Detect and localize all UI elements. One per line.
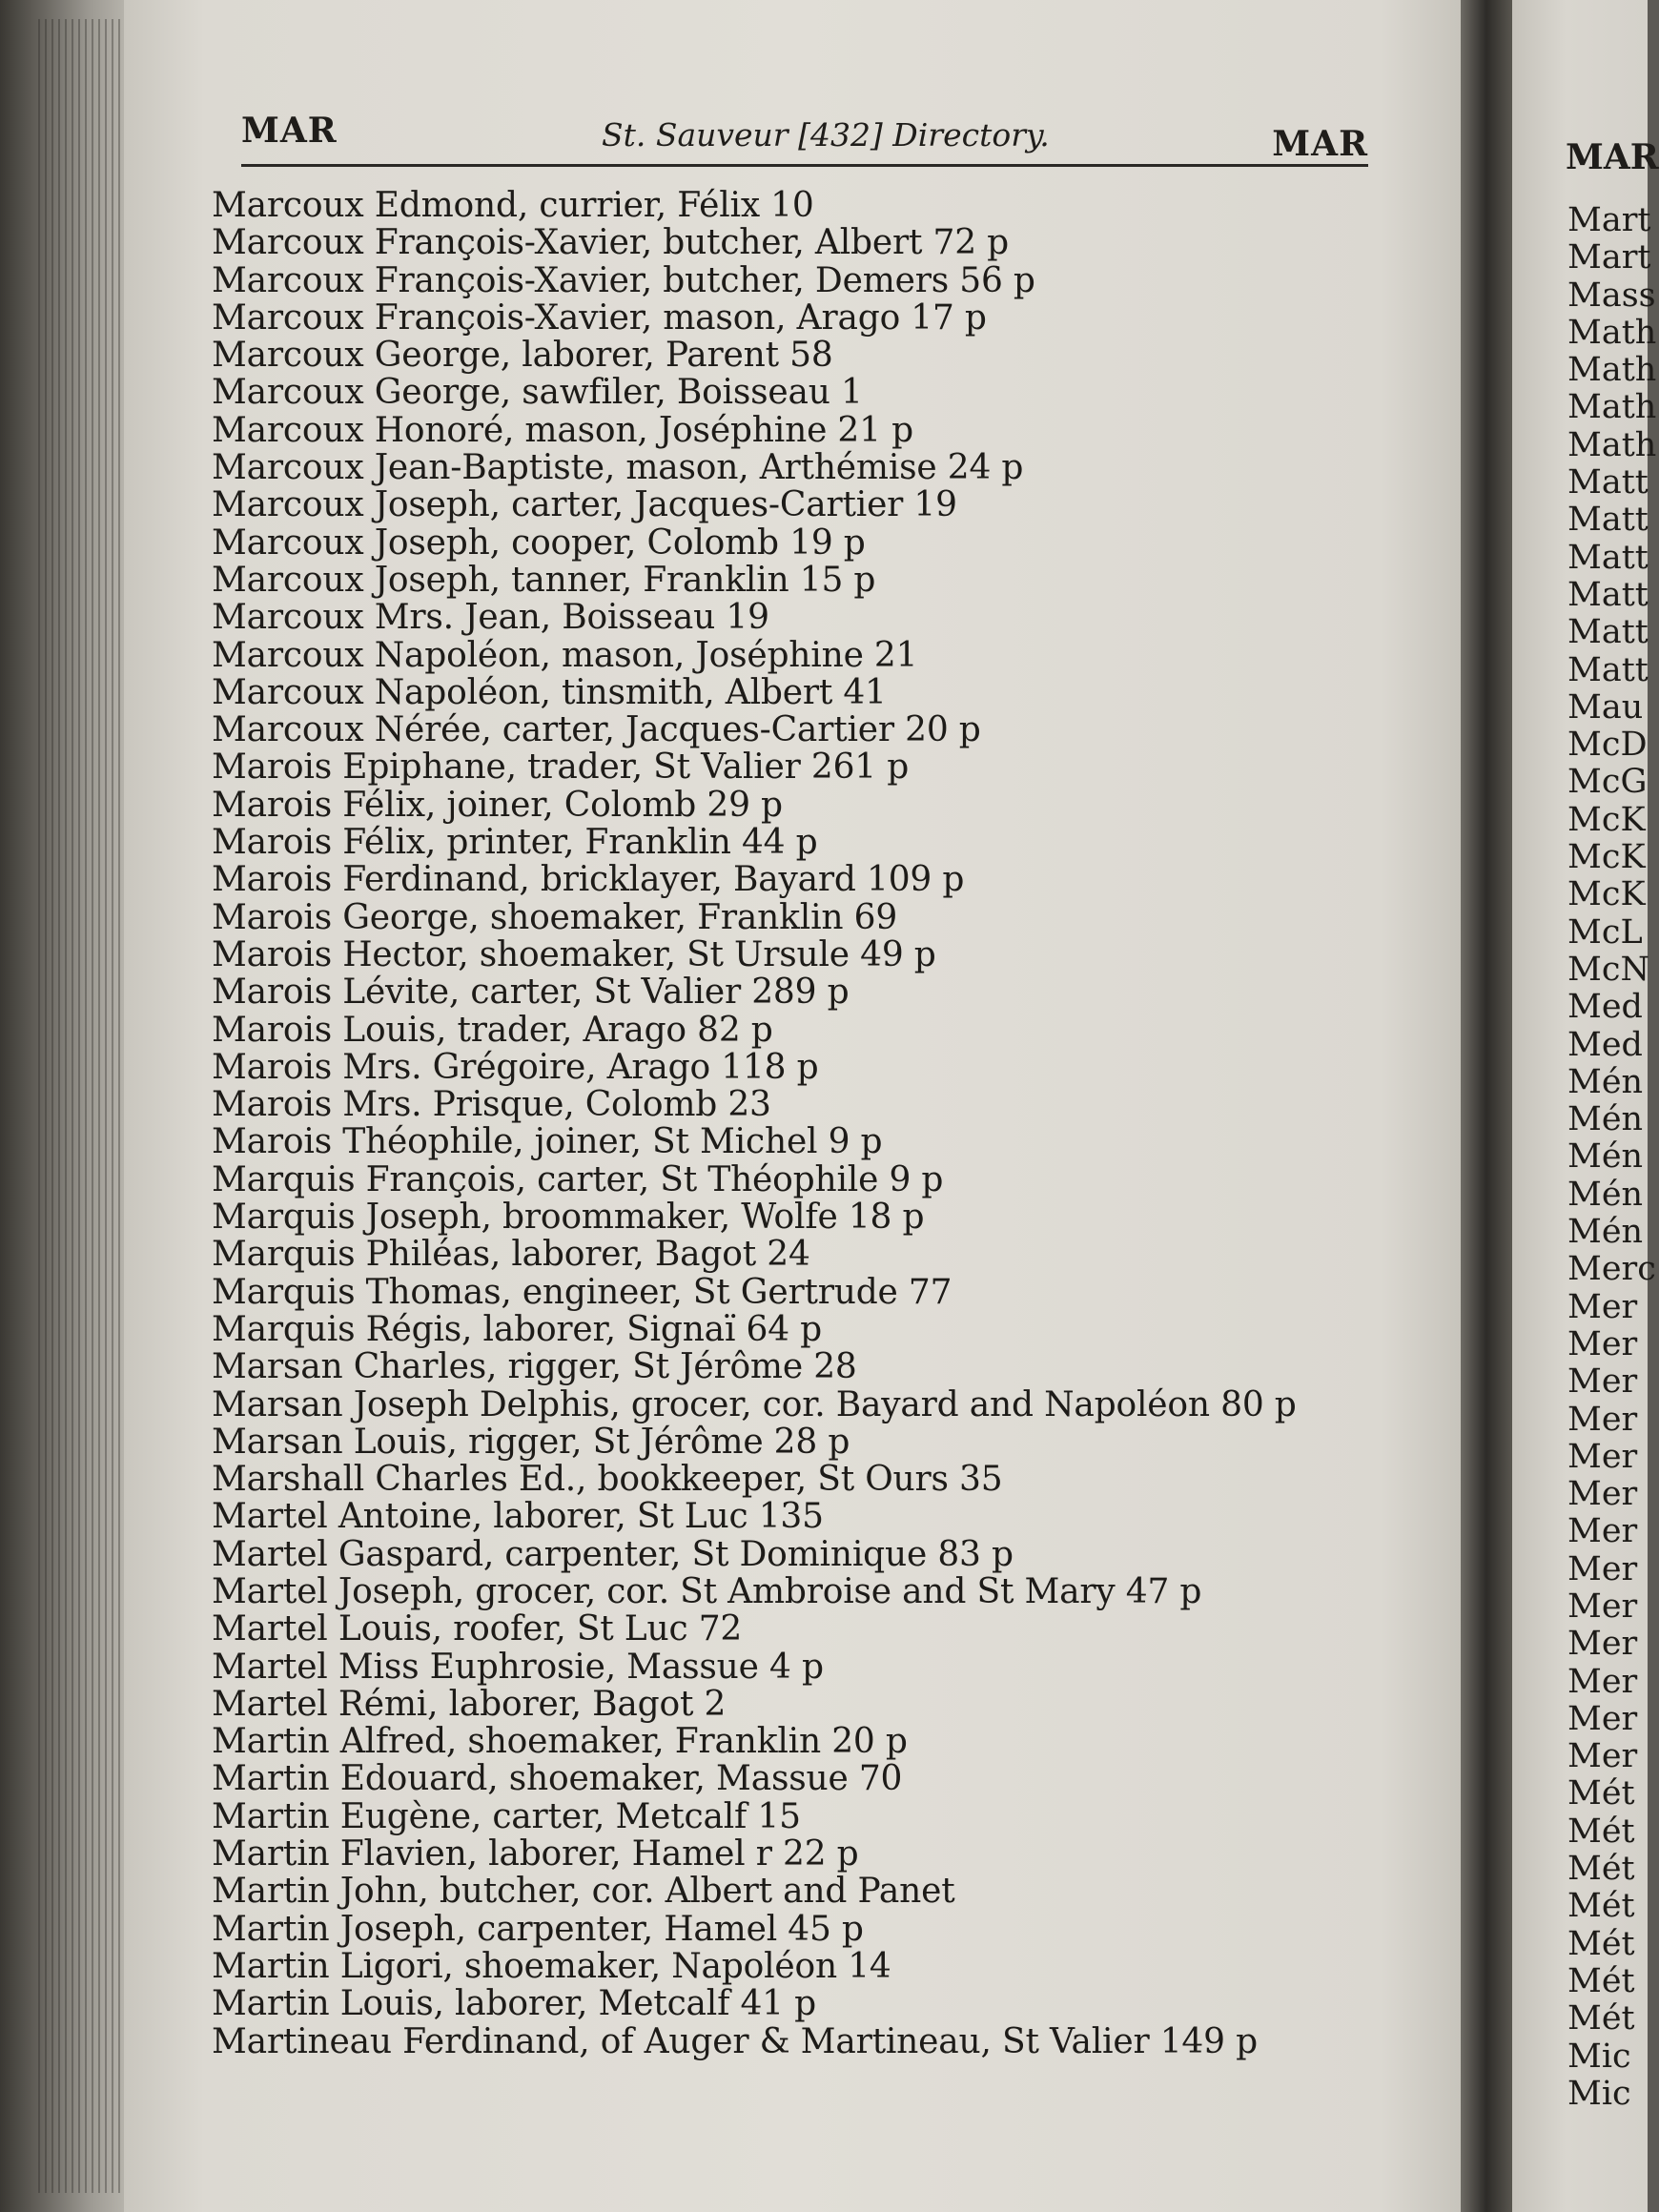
book-spine <box>0 0 129 2212</box>
facing-page-entry: Mic <box>1567 2037 1631 2076</box>
directory-entry: Martin Edouard, shoemaker, Massue 70 <box>212 1759 903 1799</box>
facing-page-entry: Merc <box>1567 1250 1656 1289</box>
facing-page-entry: Mén <box>1567 1213 1644 1252</box>
directory-entry: Marois Félix, printer, Franklin 44 p <box>212 823 818 863</box>
page-header <box>241 107 1368 167</box>
facing-page-entry: Mer <box>1567 1475 1638 1514</box>
directory-entry: Martin Joseph, carpenter, Hamel 45 p <box>212 1909 864 1949</box>
directory-entry: Marois Mrs. Prisque, Colomb 23 <box>212 1085 771 1125</box>
facing-page-entry: McK <box>1567 800 1646 839</box>
facing-page-entry: Matt <box>1567 463 1649 502</box>
facing-page-entry: Math <box>1567 425 1657 464</box>
facing-page-entry: Matt <box>1567 613 1649 652</box>
directory-entry: Marquis François, carter, St Théophile 9 p <box>212 1159 944 1199</box>
directory-entries <box>212 187 1470 2060</box>
facing-page-entries <box>1567 202 1656 2113</box>
directory-entry: Marois Louis, trader, Arago 82 p <box>212 1010 773 1050</box>
directory-entry: Marsan Charles, rigger, St Jérôme 28 <box>212 1347 857 1387</box>
facing-page-entry: Mét <box>1567 1812 1635 1851</box>
directory-entry: Martel Antoine, laborer, St Luc 135 <box>212 1497 824 1537</box>
facing-page-entry: Mer <box>1567 1287 1638 1326</box>
directory-entry: Marcoux Joseph, carter, Jacques-Cartier 19 <box>212 485 957 525</box>
directory-entry: Martin Flavien, laborer, Hamel r 22 p <box>212 1834 859 1874</box>
facing-page-entry: Mer <box>1567 1324 1638 1363</box>
directory-entry: Marsan Joseph Delphis, grocer, cor. Bayard and Napoléon 80 p <box>212 1384 1297 1424</box>
facing-page-entry: Mau <box>1567 687 1644 727</box>
facing-page-entry: Mer <box>1567 1549 1638 1588</box>
directory-entry: Marois Lévite, carter, St Valier 289 p <box>212 973 850 1013</box>
directory-entry: Martel Rémi, laborer, Bagot 2 <box>212 1684 727 1724</box>
directory-entry: Marquis Régis, laborer, Signaï 64 p <box>212 1309 822 1349</box>
facing-page-entry: McD <box>1567 726 1648 765</box>
facing-page-entry: Mer <box>1567 1737 1638 1776</box>
directory-entry: Martel Louis, roofer, St Luc 72 <box>212 1609 743 1649</box>
header-left-guide: MAR <box>241 111 338 151</box>
directory-entry: Marcoux Edmond, currier, Félix 10 <box>212 186 814 225</box>
facing-page-entry: Mer <box>1567 1625 1638 1664</box>
facing-page <box>1512 0 1659 2212</box>
facing-page-entry: Matt <box>1567 650 1649 689</box>
facing-page-entry: Mic <box>1567 2074 1631 2113</box>
facing-page-entry: Mer <box>1567 1512 1638 1551</box>
facing-page-entry: Mer <box>1567 1587 1638 1626</box>
facing-page-entry: Matt <box>1567 575 1649 614</box>
page-edges <box>38 19 124 2193</box>
facing-page-entry: McL <box>1567 912 1643 952</box>
directory-entry: Martel Gaspard, carpenter, St Dominique 83 p <box>212 1534 1014 1574</box>
facing-page-entry: Math <box>1567 388 1657 427</box>
header-title: St. Sauveur [432] Directory. <box>602 116 1050 154</box>
directory-entry: Marcoux George, laborer, Parent 58 <box>212 336 833 376</box>
directory-entry: Marois Epiphane, trader, St Valier 261 p <box>212 748 910 788</box>
facing-page-entry: Mer <box>1567 1699 1638 1738</box>
directory-entry: Marois Théophile, joiner, St Michel 9 p <box>212 1122 883 1162</box>
facing-page-entry: Matt <box>1567 501 1649 540</box>
facing-page-entry: Mét <box>1567 1850 1635 1889</box>
directory-entry: Marois George, shoemaker, Franklin 69 <box>212 897 898 937</box>
facing-page-entry: Mén <box>1567 1137 1644 1177</box>
facing-page-entry: McK <box>1567 875 1646 914</box>
book-gutter <box>1461 0 1512 2212</box>
facing-page-entry: Mart <box>1567 201 1651 239</box>
directory-entry: Marcoux François-Xavier, mason, Arago 17 p <box>212 297 987 338</box>
facing-page-entry: Mét <box>1567 1887 1635 1926</box>
facing-page-entry: Math <box>1567 313 1657 352</box>
facing-page-entry: Matt <box>1567 538 1649 577</box>
header-right-guide: MAR <box>1272 124 1368 164</box>
directory-entry: Martel Joseph, grocer, cor. St Ambroise and St Mary 47 p <box>212 1571 1202 1611</box>
facing-page-entry: Mart <box>1567 238 1651 277</box>
facing-page-header: MAR <box>1566 137 1659 177</box>
directory-entry: Marois Mrs. Grégoire, Arago 118 p <box>212 1047 819 1087</box>
directory-entry: Martin Eugène, carter, Metcalf 15 <box>212 1796 801 1836</box>
directory-entry: Martineau Ferdinand, of Auger & Martineau, St Valier 149 p <box>212 2021 1258 2061</box>
facing-page-entry: Mét <box>1567 1961 1635 2000</box>
facing-page-entry: Mét <box>1567 1924 1635 1963</box>
directory-entry: Martel Miss Euphrosie, Massue 4 p <box>212 1647 824 1687</box>
directory-entry: Marcoux Joseph, cooper, Colomb 19 p <box>212 522 866 563</box>
facing-page-entry: Mét <box>1567 1999 1635 2038</box>
facing-page-entry: Mer <box>1567 1400 1638 1439</box>
directory-entry: Marsan Louis, rigger, St Jérôme 28 p <box>212 1422 850 1462</box>
facing-page-entry: Mass <box>1567 276 1656 315</box>
directory-entry: Martin Louis, laborer, Metcalf 41 p <box>212 1984 816 2024</box>
facing-page-entry: Mén <box>1567 1100 1644 1139</box>
facing-page-entry: Med <box>1567 988 1643 1027</box>
directory-entry: Marois Ferdinand, bricklayer, Bayard 109 p <box>212 860 965 900</box>
directory-entry: Martin John, butcher, cor. Albert and Panet <box>212 1872 955 1912</box>
facing-page-entry: Mét <box>1567 1774 1635 1813</box>
facing-page-entry: McK <box>1567 838 1646 877</box>
directory-entry: Marcoux Joseph, tanner, Franklin 15 p <box>212 560 876 600</box>
directory-entry: Marois Félix, joiner, Colomb 29 p <box>212 785 783 825</box>
facing-page-entry: Mer <box>1567 1362 1638 1402</box>
directory-entry: Marquis Thomas, engineer, St Gertrude 77 <box>212 1272 952 1312</box>
facing-page-entry: Math <box>1567 351 1657 390</box>
directory-entry: Marcoux Honoré, mason, Joséphine 21 p <box>212 410 913 450</box>
directory-entry: Marquis Philéas, laborer, Bagot 24 <box>212 1235 810 1275</box>
directory-entry: Marcoux Jean-Baptiste, mason, Arthémise 24 p <box>212 448 1024 488</box>
directory-entry: Martin Ligori, shoemaker, Napoléon 14 <box>212 1946 891 1986</box>
directory-entry: Marcoux George, sawfiler, Boisseau 1 <box>212 373 863 413</box>
facing-page-entry: Med <box>1567 1025 1643 1064</box>
facing-page-entry: Mén <box>1567 1175 1644 1214</box>
directory-entry: Marcoux Napoléon, mason, Joséphine 21 <box>212 635 918 675</box>
facing-page-entry: McG <box>1567 763 1648 802</box>
facing-page-entry: Mer <box>1567 1662 1638 1701</box>
directory-entry: Marshall Charles Ed., bookkeeper, St Ours 35 <box>212 1460 1003 1500</box>
directory-entry: Marois Hector, shoemaker, St Ursule 49 p <box>212 934 936 974</box>
directory-entry: Marcoux Mrs. Jean, Boisseau 19 <box>212 598 769 638</box>
facing-page-entry: Mer <box>1567 1437 1638 1476</box>
directory-entry: Martin Alfred, shoemaker, Franklin 20 p <box>212 1722 908 1762</box>
facing-page-entry: Mén <box>1567 1062 1644 1101</box>
directory-entry: Marcoux Napoléon, tinsmith, Albert 41 <box>212 672 887 712</box>
directory-entry: Marcoux François-Xavier, butcher, Demers 56 p <box>212 260 1035 300</box>
directory-entry: Marcoux Nérée, carter, Jacques-Cartier 20 p <box>212 710 981 750</box>
facing-page-entry: McN <box>1567 950 1650 989</box>
directory-entry: Marquis Joseph, broommaker, Wolfe 18 p <box>212 1198 925 1238</box>
directory-entry: Marcoux François-Xavier, butcher, Albert 72 p <box>212 223 1009 263</box>
